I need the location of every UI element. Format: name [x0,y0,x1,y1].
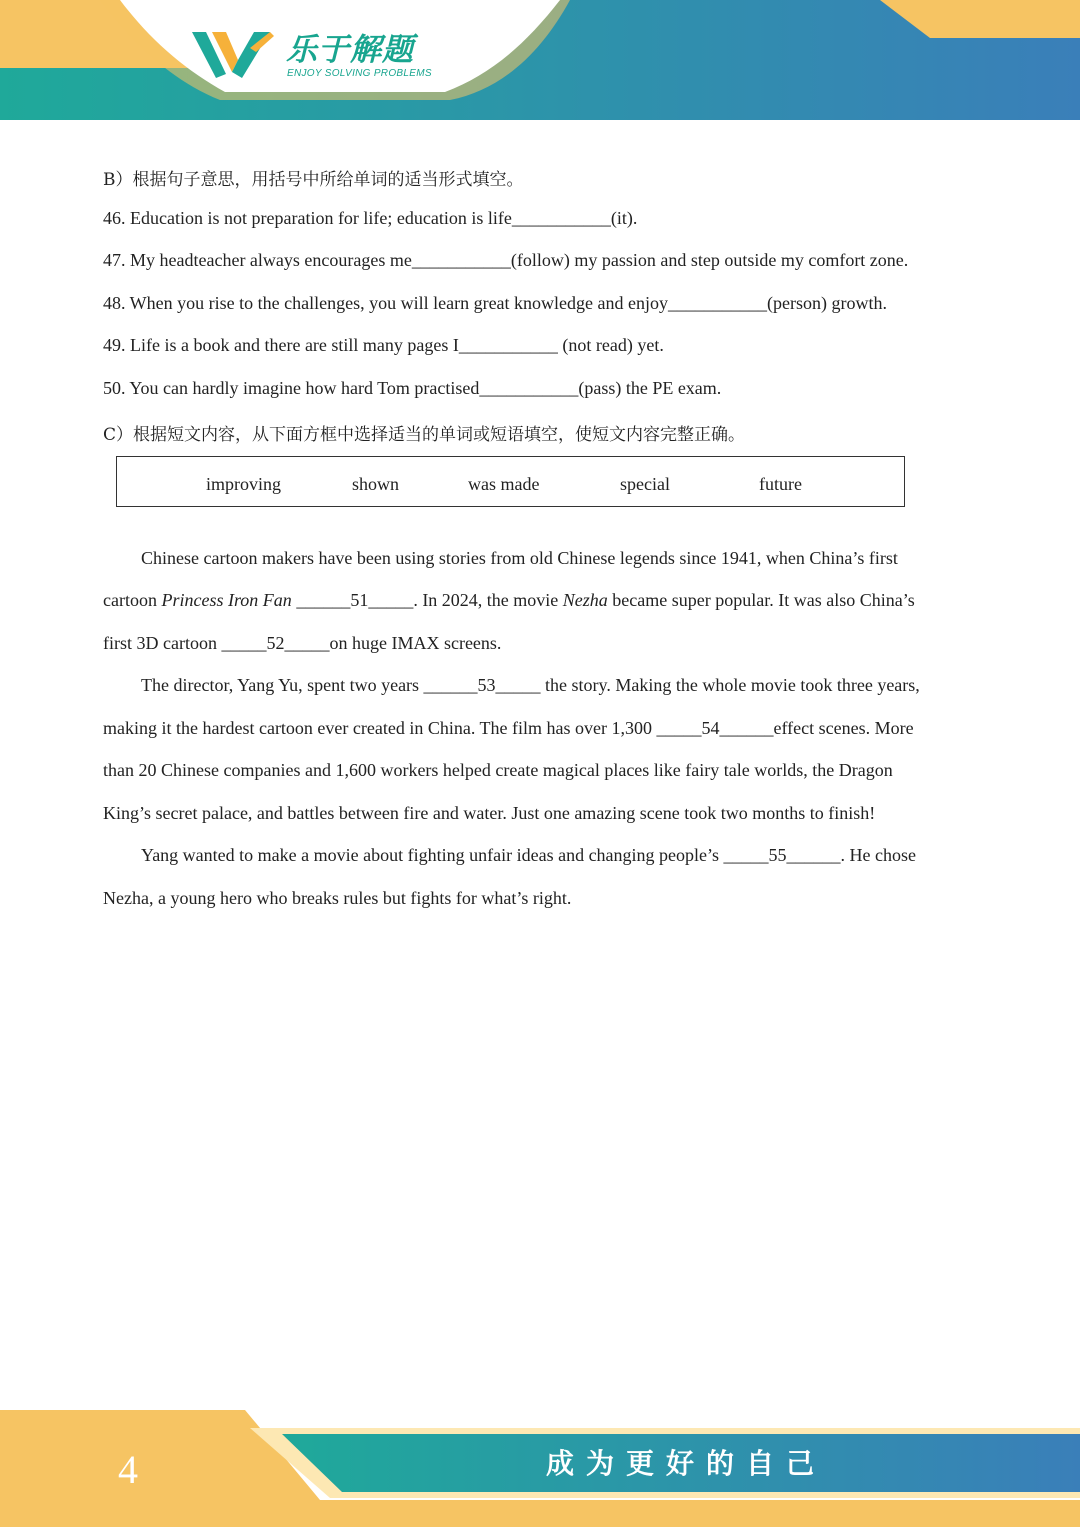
word-bank-box [116,456,905,507]
passage-p2-line4: King’s secret palace, and battles between fire and water. Just one amazing scene took two months to finish! [103,803,876,823]
passage-p3-line1: Yang wanted to make a movie about fighting unfair ideas and changing people’s _____55______. He chose [141,845,917,865]
header-background [0,0,1080,125]
film-title-princess-iron-fan: Princess Iron Fan [161,590,292,610]
passage-p2-line3: than 20 Chinese companies and 1,600 workers helped create magical places like fairy tale worlds, the Dragon [103,760,893,780]
section-c-instruction: C）根据短文内容，从下面方框中选择适当的单词或短语填空，使短文内容完整正确。 [103,425,746,445]
passage-text: became super popular. It was also China’s [607,590,915,610]
passage-p1-line3: first 3D cartoon _____52_____on huge IMAX screens. [103,633,502,653]
passage-p2-line2: making it the hardest cartoon ever created in China. The film has over 1,300 _____54______effect scenes. More [103,718,914,738]
brand-name-cn: 乐于解题 [286,32,414,68]
word-bank-item: was made [468,474,540,494]
question-46: 46. Education is not preparation for life; education is life___________(it). [103,208,638,228]
word-bank-item: shown [352,474,400,494]
section-b-instruction: B）根据句子意思，用括号中所给单词的适当形式填空。 [103,170,524,190]
film-title-nezha: Nezha [562,590,608,610]
page-number: 4 [118,1447,138,1492]
question-48: 48. When you rise to the challenges, you will learn great knowledge and enjoy___________(person) growth. [103,293,887,313]
question-49: 49. Life is a book and there are still many pages I___________ (not read) yet. [103,335,664,355]
brand-slogan-en: ENJOY SOLVING PROBLEMS [287,68,432,79]
passage-p1-line2 [103,590,915,611]
passage-p1-line1: Chinese cartoon makers have been using stories from old Chinese legends since 1941, when China’s first [141,548,898,568]
question-50: 50. You can hardly imagine how hard Tom practised___________(pass) the PE exam. [103,378,722,398]
brand-logo [192,26,282,86]
footer-banner [0,1410,1080,1527]
footer-slogan: 成为更好的自己 [546,1447,827,1480]
word-bank-item: improving [206,474,281,494]
word-bank-item: future [759,474,802,494]
word-bank-item: special [620,474,670,494]
passage-text: ______51_____. In 2024, the movie [291,590,563,610]
passage-text: cartoon [103,590,162,610]
footer-background [0,1410,1080,1527]
passage-p3-line2: Nezha, a young hero who breaks rules but fights for what’s right. [103,888,572,908]
header-banner [0,0,1080,125]
passage-p2-line1: The director, Yang Yu, spent two years ______53_____ the story. Making the whole movie took three years, [141,675,920,695]
question-47: 47. My headteacher always encourages me___________(follow) my passion and step outside my comfort zone. [103,250,909,270]
